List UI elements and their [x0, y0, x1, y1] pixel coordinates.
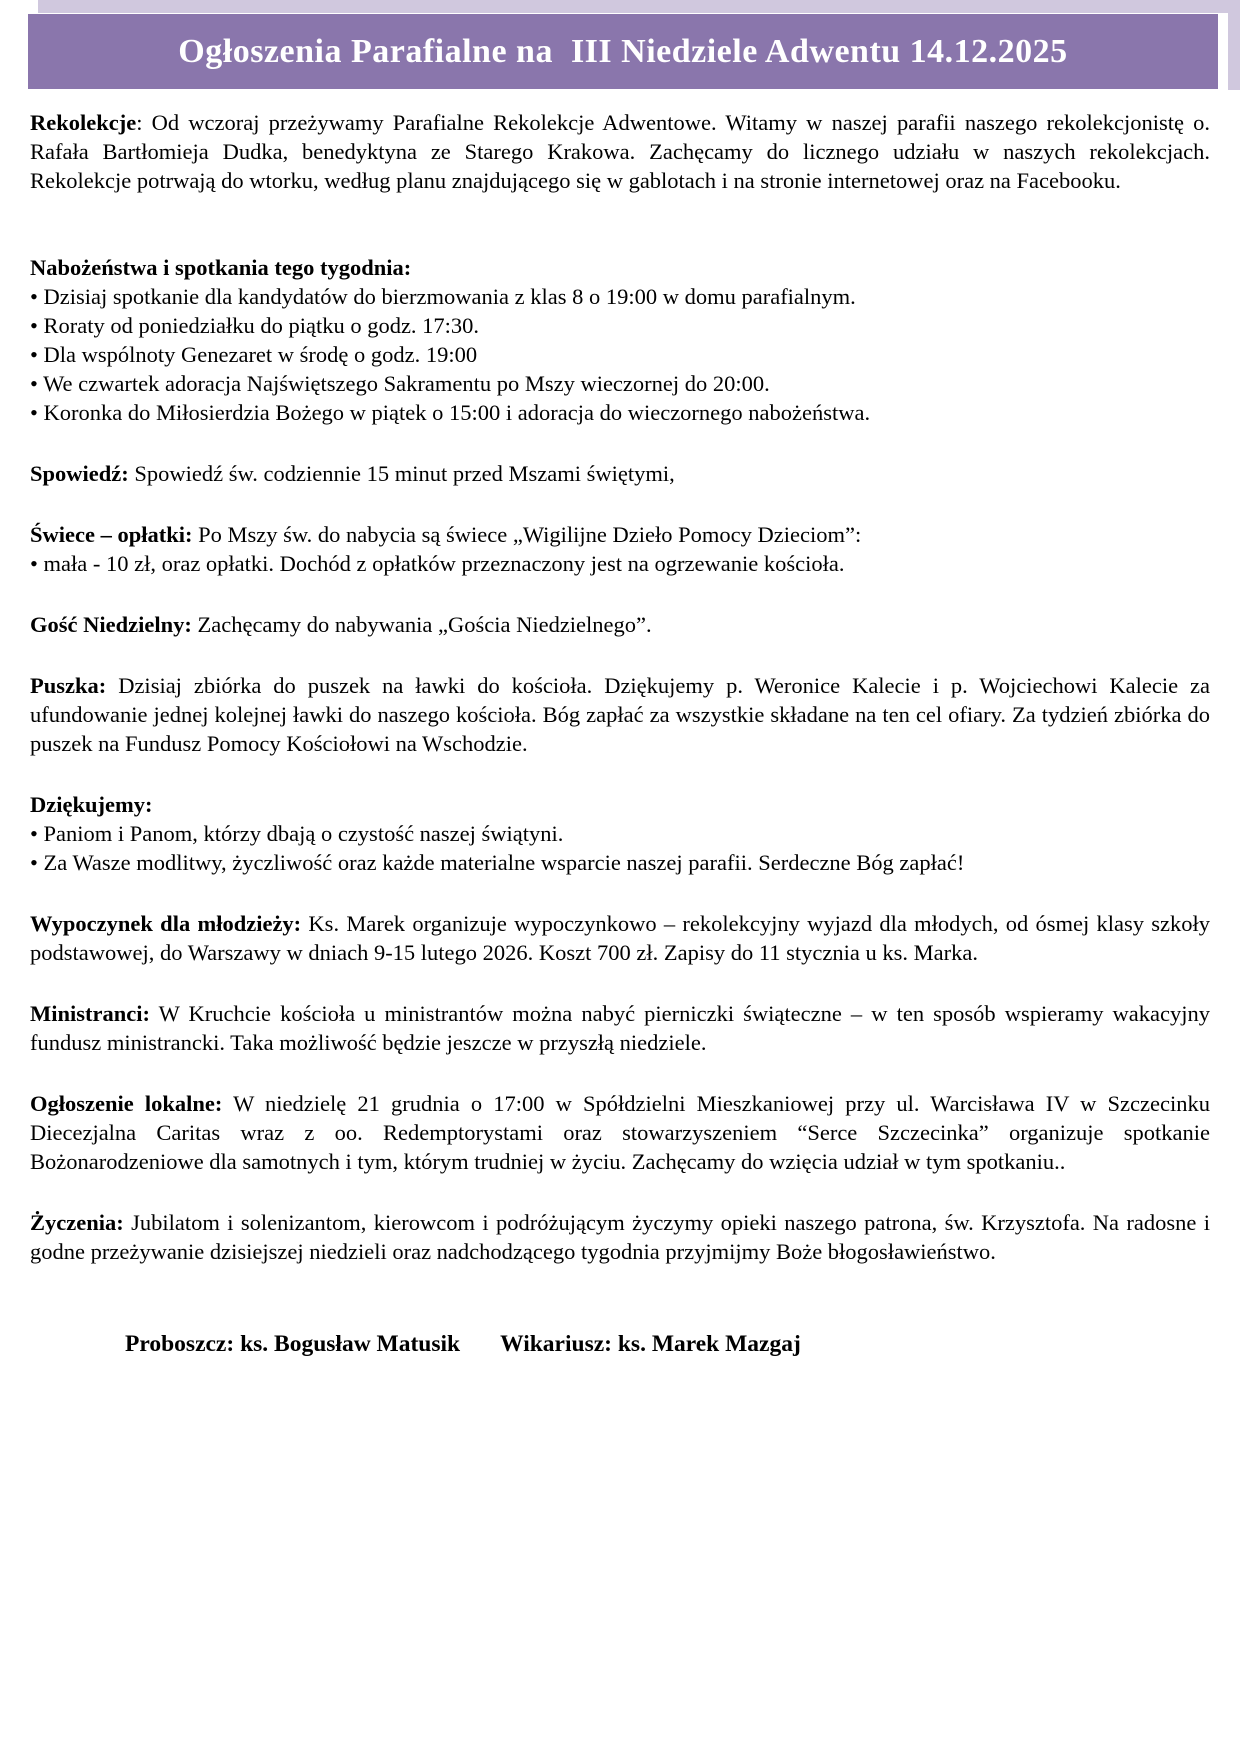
section-ministranci [30, 999, 1210, 1057]
section-lead: Ministranci: [30, 1001, 150, 1026]
section-lead: Świece – opłatki: [30, 522, 193, 547]
section-zyczenia [30, 1208, 1210, 1266]
bullet-item: • Paniom i Panom, którzy dbają o czystość naszej świątyni. [30, 821, 564, 846]
section-text: W niedzielę 21 grudnia o 17:00 w Spółdzielni Mieszkaniowej przy ul. Warcisława IV w Szczecinku Diecezjalna Caritas wraz z oo. Redemptorystami oraz stowarzyszeniem “Serce Szczecinka” organizuje spotkanie Bożonarodzeniowe dla samotnych i tym, którym trudniej w życiu. Zachęcamy do wzięcia udział w tym spotkaniu.. [30, 1091, 1210, 1174]
paragraph [30, 520, 1210, 549]
paragraph [30, 610, 1210, 639]
section-lead: Wypoczynek dla młodzieży: [30, 911, 302, 936]
section-nabozenstwa [30, 253, 1210, 427]
bullet-item: • We czwartek adoracja Najświętszego Sakramentu po Mszy wieczornej do 20:00. [30, 371, 770, 396]
banner-accent-top [38, 0, 1240, 13]
section-text: : Od wczoraj przeżywamy Parafialne Rekolekcje Adwentowe. Witamy w naszej parafii naszego rekolekcjonistę o. Rafała Bartłomieja Dudka, benedyktyna ze Starego Krakowa. Zachęcamy do licznego udziału w naszych rekolekcjach. Rekolekcje potrwają do wtorku, według planu znajdującego się w gablotach i na stronie internetowej oraz na Facebooku. [30, 110, 1210, 193]
section-lead: Puszka: [30, 673, 107, 698]
section-lead: Spowiedź: [30, 461, 129, 486]
section-gosc-niedzielny [30, 610, 1210, 639]
pastor-name: Proboszcz: ks. Bogusław Matusik [125, 1331, 461, 1357]
paragraph [30, 909, 1210, 967]
section-text: W Kruchcie kościoła u ministrantów można nabyć pierniczki świąteczne – w ten sposób wspieramy wakacyjny fundusz ministrancki. Taka możliwość będzie jeszcze w przyszłą niedziele. [30, 1001, 1210, 1055]
paragraph [30, 1208, 1210, 1266]
section-rekolekcje [30, 108, 1210, 195]
section-ogloszenie-lokalne [30, 1089, 1210, 1176]
bullet-item: • Dla wspólnoty Genezaret w środę o godz. 19:00 [30, 342, 478, 367]
section-lead: Rekolekcje [30, 110, 137, 135]
section-spowiedz [30, 459, 1210, 488]
paragraph [30, 459, 1210, 488]
section-text: Jubilatom i solenizantom, kierowcom i podróżującym życzymy opieki naszego patrona, św. Krzysztofa. Na radosne i godne przeżywanie dzisiejszej niedzieli oraz nadchodzącego tygodnia przyjmijmy Boże błogosławieństwo. [30, 1210, 1210, 1264]
announcements-body [0, 96, 1240, 1359]
section-heading: Nabożeństwa i spotkania tego tygodnia: [30, 255, 412, 280]
paragraph [30, 999, 1210, 1057]
vicar-name: Wikariusz: ks. Marek Mazgaj [500, 1331, 801, 1357]
section-wypoczynek [30, 909, 1210, 967]
paragraph [30, 671, 1210, 758]
bullet-item: • Za Wasze modlitwy, życzliwość oraz każde materialne wsparcie naszej parafii. Serdeczne Bóg zapłać! [30, 850, 965, 875]
bullet-item: • Dzisiaj spotkanie dla kandydatów do bierzmowania z klas 8 o 19:00 w domu parafialnym. [30, 284, 856, 309]
section-heading: Dziękujemy: [30, 792, 153, 817]
bullet-item: • Roraty od poniedziałku do piątku o godz. 17:30. [30, 313, 480, 338]
banner-box [28, 14, 1218, 89]
section-text: Ks. Marek organizuje wypoczynkowo – rekolekcyjny wyjazd dla młodych, od ósmej klasy szkoły podstawowej, do Warszawy w dniach 9-15 lutego 2026. Koszt 700 zł. Zapisy do 11 stycznia u ks. Marka. [30, 911, 1210, 965]
section-puszka [30, 671, 1210, 758]
section-text: Dzisiaj zbiórka do puszek na ławki do kościoła. Dziękujemy p. Weronice Kalecie i p. Wojciechowi Kalecie za ufundowanie jednej kolejnej ławki do naszego kościoła. Bóg zapłać za wszystkie składane na ten cel ofiary. Za tydzień zbiórka do puszek na Fundusz Pomocy Kościołowi na Wschodzie. [30, 673, 1210, 756]
paragraph [30, 108, 1210, 195]
section-lead: Życzenia: [30, 1210, 124, 1235]
bullet-item: • Koronka do Miłosierdzia Bożego w piątek o 15:00 i adoracja do wieczornego nabożeństwa. [30, 400, 871, 425]
section-lead: Ogłoszenie lokalne: [30, 1091, 223, 1116]
section-swiece-oplatki [30, 520, 1210, 578]
header-banner [0, 0, 1240, 96]
paragraph [30, 1089, 1210, 1176]
section-text: Spowiedź św. codziennie 15 minut przed Mszami świętymi, [128, 461, 675, 486]
bullet-item: • mała - 10 zł, oraz opłatki. Dochód z opłatków przeznaczony jest na ogrzewanie kościoła. [30, 551, 845, 576]
banner-accent-right [1228, 0, 1240, 90]
page-title: Ogłoszenia Parafialne na III Niedziele Adwentu 14.12.2025 [178, 32, 1068, 70]
section-text: Po Mszy św. do nabycia są świece „Wigilijne Dzieło Pomocy Dzieciom”: [192, 522, 862, 547]
section-dziekujemy [30, 790, 1210, 877]
section-text: Zachęcamy do nabywania „Gościa Niedzielnego”. [191, 612, 652, 637]
clergy-signature-line [30, 1330, 1210, 1359]
section-lead: Gość Niedzielny: [30, 612, 192, 637]
